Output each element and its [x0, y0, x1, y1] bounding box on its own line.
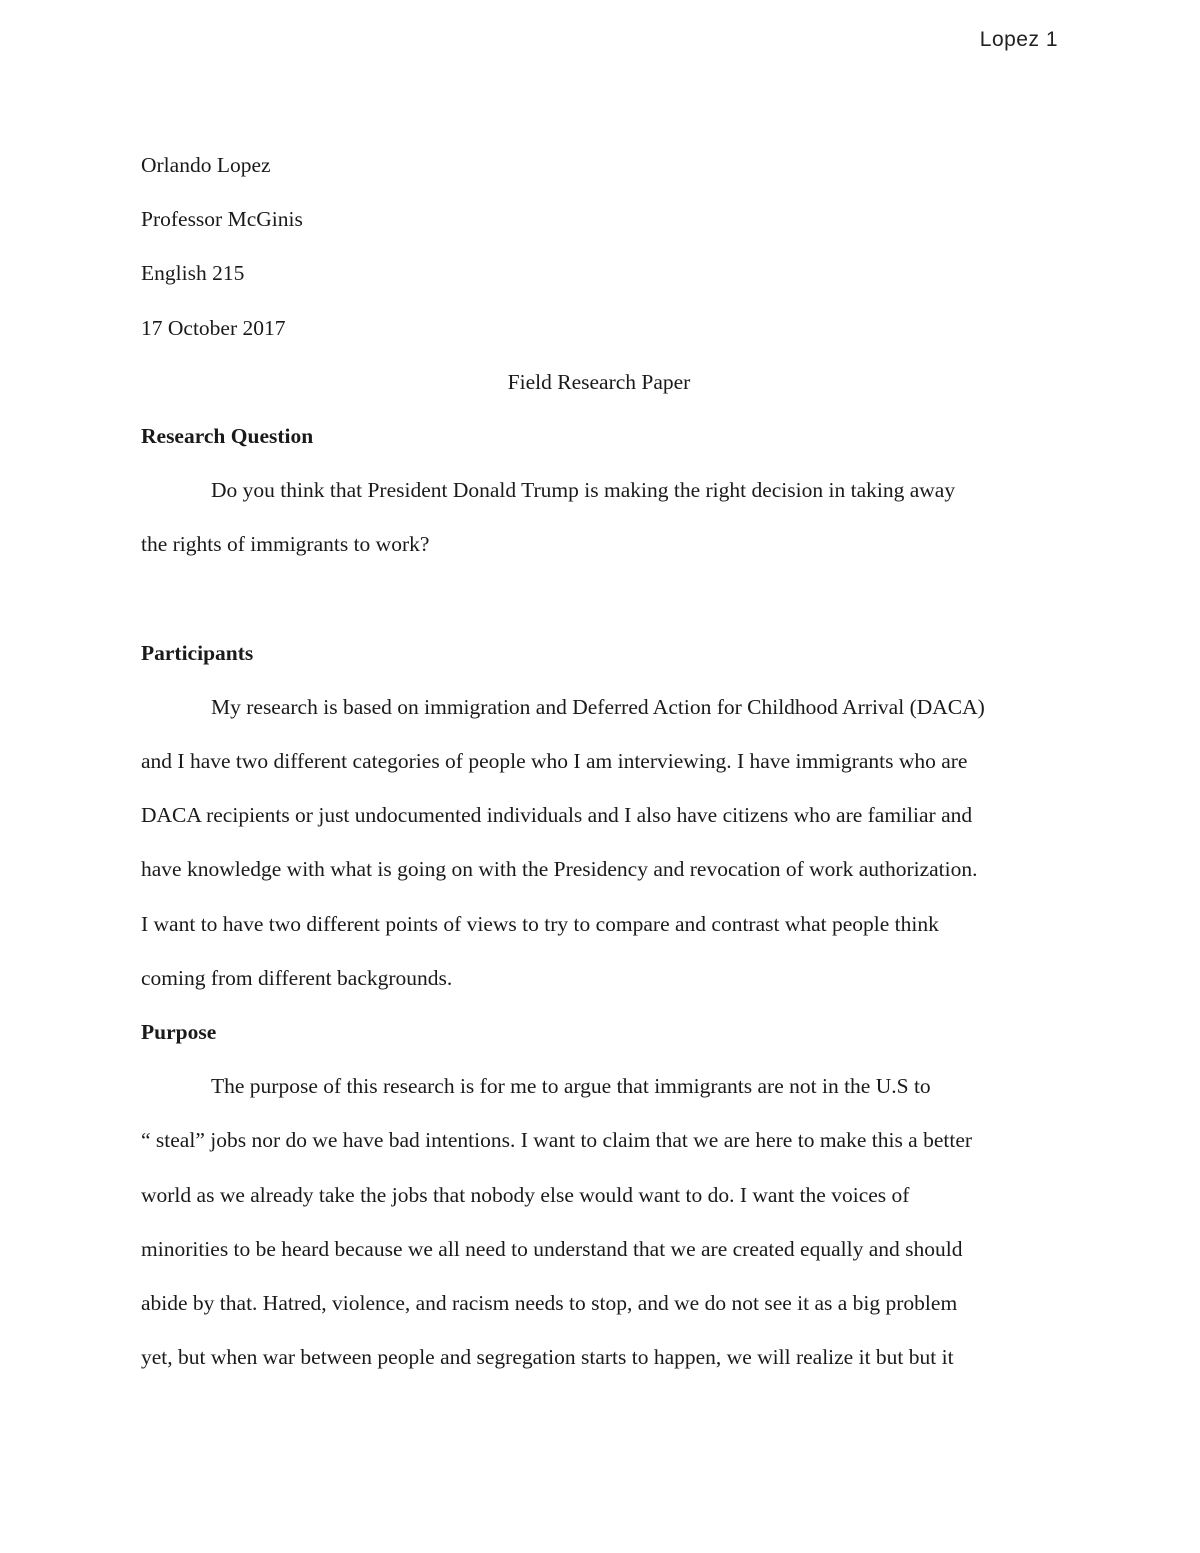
paragraph-line: have knowledge with what is going on with the Presidency and revocation of work authorization.: [141, 857, 978, 882]
course-name: English 215: [141, 261, 245, 286]
running-head: Lopez 1: [979, 28, 1058, 51]
paragraph-line: coming from different backgrounds.: [141, 965, 453, 990]
paragraph-line: minorities to be heard because we all need to understand that we are created equally and should: [141, 1236, 963, 1261]
professor-name: Professor McGinis: [141, 207, 303, 232]
blank-line: [141, 572, 1061, 626]
paragraph-line: world as we already take the jobs that nobody else would want to do. I want the voices of: [141, 1182, 910, 1207]
paragraph-line: DACA recipients or just undocumented individuals and I also have citizens who are familiar and: [141, 803, 973, 828]
paragraph-line: I want to have two different points of views to try to compare and contrast what people think: [141, 911, 939, 936]
paragraph-line: the rights of immigrants to work?: [141, 532, 430, 557]
paragraph-line: and I have two different categories of people who I am interviewing. I have immigrants who are: [141, 749, 968, 774]
document-body: [141, 138, 1061, 1384]
paragraph-line: My research is based on immigration and Deferred Action for Childhood Arrival (DACA): [211, 694, 985, 719]
section-heading-purpose: Purpose: [141, 1020, 217, 1044]
paper-title: Field Research Paper: [507, 369, 691, 394]
paragraph-line: The purpose of this research is for me to argue that immigrants are not in the U.S to: [211, 1074, 931, 1099]
paragraph-line: “ steal” jobs nor do we have bad intentions. I want to claim that we are here to make this a better: [141, 1128, 973, 1153]
author-name: Orlando Lopez: [141, 153, 271, 177]
paragraph-line: Do you think that President Donald Trump is making the right decision in taking away: [211, 478, 956, 503]
section-heading-participants: Participants: [141, 640, 254, 665]
paragraph-line: yet, but when war between people and segregation starts to happen, we will realize it but but it: [141, 1345, 954, 1370]
paragraph-line: abide by that. Hatred, violence, and racism needs to stop, and we do not see it as a big problem: [141, 1290, 958, 1315]
document-date: 17 October 2017: [141, 315, 286, 340]
section-heading-research-question: Research Question: [141, 423, 314, 448]
